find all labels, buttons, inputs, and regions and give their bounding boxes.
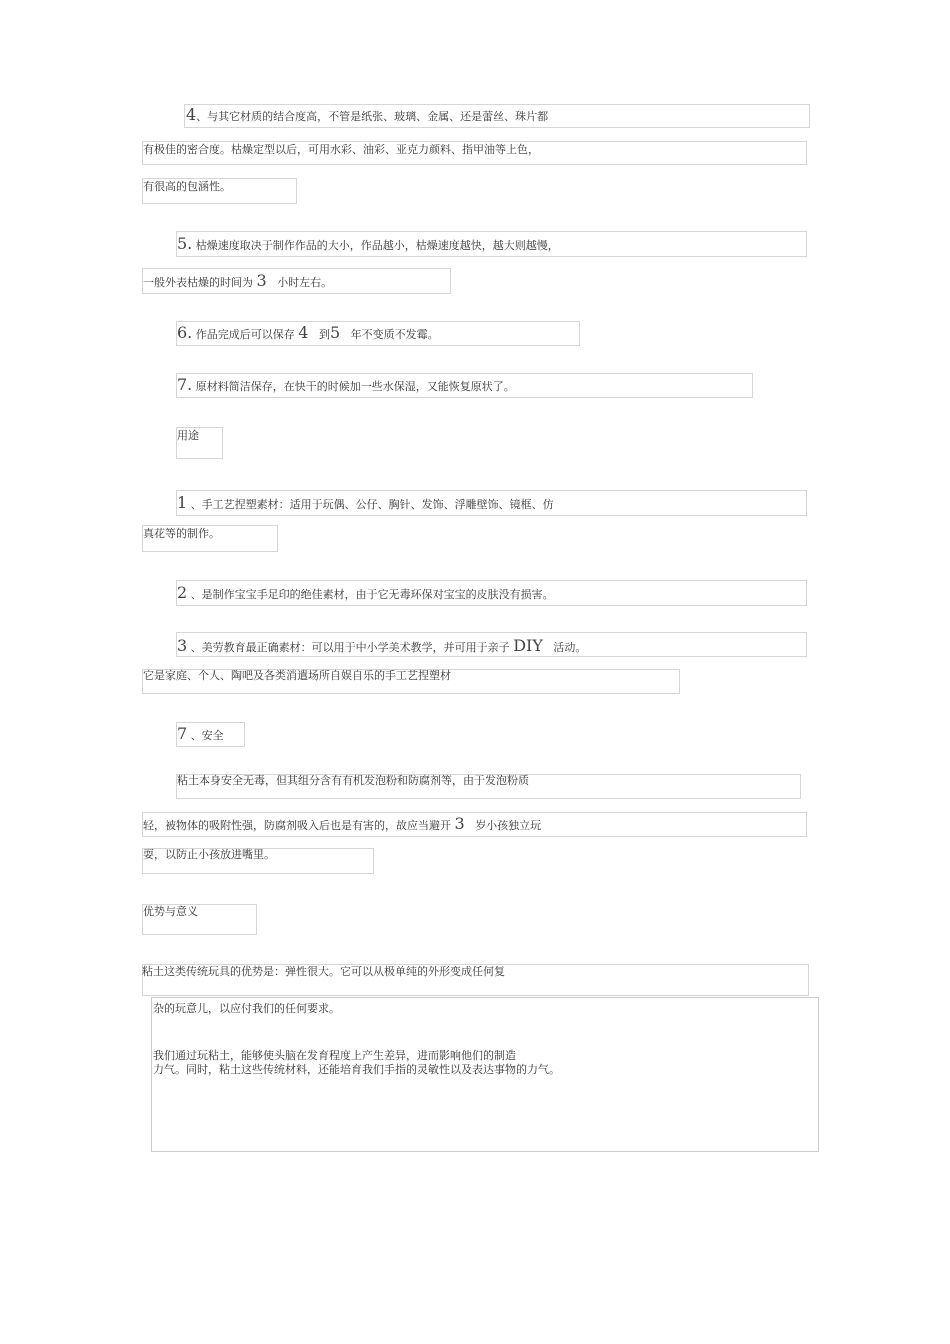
line-text: 活动。 bbox=[553, 641, 587, 654]
line-text: 小时左右。 bbox=[277, 276, 333, 289]
use-line-1 bbox=[177, 495, 554, 513]
line-text: 、是制作宝宝手足印的绝佳素材，由于它无毒环保对宝宝的皮肤没有损害。 bbox=[190, 588, 554, 601]
item-number: 3 bbox=[177, 636, 188, 655]
number: 5 bbox=[329, 323, 341, 342]
item-number: 2 bbox=[177, 583, 188, 602]
heading-advantages: 优势与意义 bbox=[143, 905, 198, 918]
line-text: 一般外表枯燥的时间为 bbox=[143, 276, 253, 289]
number: 4 bbox=[298, 323, 309, 342]
item-number: 4 bbox=[186, 105, 197, 124]
item-number: 1 bbox=[177, 493, 188, 512]
line-text: 到 bbox=[318, 328, 330, 341]
prop-line-5-cont bbox=[143, 273, 332, 291]
line-text: 枯燥速度取决于制作作品的大小，作品越小，枯燥速度越快，越大则越慢， bbox=[195, 239, 559, 252]
line-text: 年不变质不发霉。 bbox=[350, 328, 439, 341]
line-text: 、与其它材质的结合度高，不管是纸张、玻璃、金属、还是蕾丝、珠片都 bbox=[196, 110, 549, 123]
prop-line-6 bbox=[177, 325, 439, 343]
adv-line-4: 力气。同时，粘土这些传统材料，还能培育我们手指的灵敏性以及表达事物的力气。 bbox=[153, 1063, 560, 1076]
use-line-1-cont: 真花等的制作。 bbox=[143, 527, 220, 540]
adv-line-3: 我们通过玩粘土，能够使头脑在发育程度上产生差异，进而影响他们的制造 bbox=[153, 1049, 516, 1062]
line-text: 、安全 bbox=[190, 729, 224, 742]
prop-line-4 bbox=[186, 107, 548, 125]
prop-line-4-cont: 有极佳的密合度。枯燥定型以后，可用水彩、油彩、亚克力颜料、指甲油等上色， bbox=[143, 143, 539, 156]
line-text: 岁小孩独立玩 bbox=[475, 819, 542, 832]
use-line-2 bbox=[177, 585, 554, 603]
safety-line-3: 耍，以防止小孩放进嘴里。 bbox=[143, 848, 275, 861]
item-number: 7. bbox=[177, 375, 193, 394]
item-number: 6. bbox=[177, 323, 193, 342]
adv-line-2: 杂的玩意儿，以应付我们的任何要求。 bbox=[153, 1002, 340, 1015]
prop-line-4-end: 有很高的包涵性。 bbox=[143, 180, 231, 193]
heading-uses: 用途 bbox=[177, 429, 199, 442]
prop-line-5 bbox=[177, 236, 559, 254]
safety-line-2 bbox=[143, 816, 541, 834]
line-text: 原材料简洁保存，在快干的时候加一些水保湿，又能恢复原状了。 bbox=[195, 380, 515, 393]
adv-line-1: 粘土这类传统玩具的优势是：弹性很大。它可以从极单纯的外形变成任何复 bbox=[142, 965, 505, 978]
number: 3 bbox=[454, 814, 465, 833]
line-text: 、手工艺捏塑素材：适用于玩偶、公仔、胸针、发饰、浮雕壁饰、镜框、仿 bbox=[190, 498, 554, 511]
item-number: 5. bbox=[177, 234, 193, 253]
diy-label: DIY bbox=[513, 636, 543, 655]
use-line-3 bbox=[177, 638, 586, 656]
prop-line-7 bbox=[177, 377, 515, 395]
number: 3 bbox=[256, 271, 267, 290]
heading-safety bbox=[177, 726, 224, 744]
line-text: 作品完成后可以保存 bbox=[195, 328, 295, 341]
use-line-3-cont: 它是家庭、个人、陶吧及各类消遣场所自娱自乐的手工艺捏塑材 bbox=[143, 669, 451, 682]
item-number: 7 bbox=[177, 724, 188, 743]
line-text: 、美劳教育最正确素材：可以用于中小学美术教学，并可用于亲子 bbox=[190, 641, 510, 654]
safety-line-1: 粘土本身安全无毒，但其组分含有有机发泡粉和防腐剂等，由于发泡粉质 bbox=[177, 774, 529, 787]
line-text: 轻，被物体的吸附性强，防腐剂吸入后也是有害的，故应当避开 bbox=[143, 819, 451, 832]
